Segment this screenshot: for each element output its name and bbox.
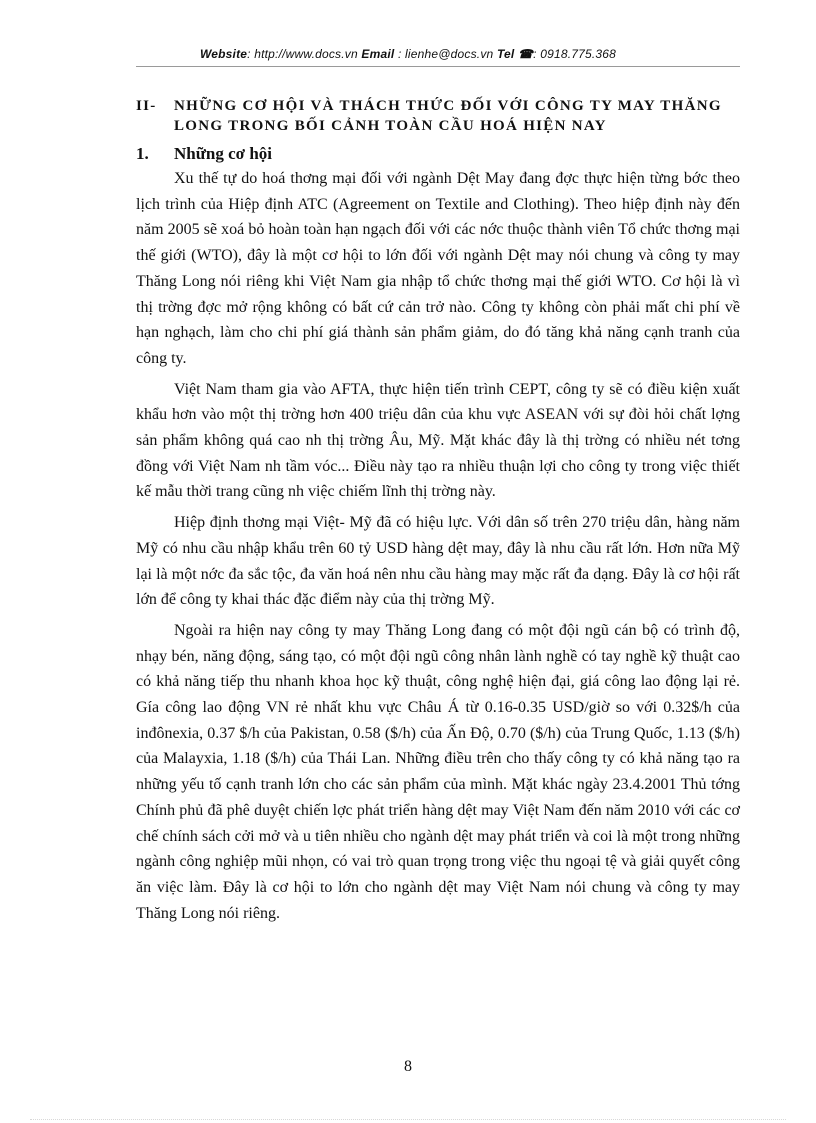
email-label: Email (361, 47, 395, 61)
section-title: NHỮNG CƠ HỘI VÀ THÁCH THỨC ĐỐI VỚI CÔNG TY MAY THĂNG LONG TRONG BỐI CẢNH TOÀN CẦU HOÁ HIỆN NAY (174, 98, 722, 134)
website-value: : http://www.docs.vn (247, 47, 358, 61)
paragraph: Việt Nam tham gia vào AFTA, thực hiện tiến trình CEPT, công ty sẽ có điều kiện xuất khẩu hơn vào một thị trờng hơn 400 triệu dân của khu vực ASEAN với sự đòi hỏi chất lợng sản phẩm không quá cao nh thị trờng Âu, Mỹ. Mặt khác đây là thị trờng có nhiều nét tơng đồng với Việt Nam nh tầm vóc... Điều này tạo ra nhiều thuận lợi cho công ty trong việc thiết kế mẫu thời trang cũng nh việc chiếm lĩnh thị trờng này. (136, 380, 740, 501)
email-value: : lienhe@docs.vn (397, 47, 494, 61)
header-divider (136, 66, 740, 67)
section-number: II- (136, 98, 157, 114)
page-number: 8 (404, 1058, 412, 1075)
tel-value: : 0918.775.368 (533, 47, 617, 61)
tel-label: Tel (496, 47, 515, 61)
document-body (136, 96, 740, 931)
paragraph: Ngoài ra hiện nay công ty may Thăng Long đang có một đội ngũ cán bộ có trình độ, nhạy bén, năng động, sáng tạo, có một đội ngũ công nhân lành nghề có tay nghề kỹ thuật cao có khả năng tiếp thu nhanh khoa học kỹ thuật, công nghệ hiện đại, giá công lao động lại rẻ. Gía công lao động VN rẻ nhất khu vực Châu Á từ 0.16-0.35 USD/giờ so với 0.32$/h của inđônexia, 0.37 $/h của Pakistan, 0.58 ($/h) của Ấn Độ, 0.70 ($/h) của Trung Quốc, 1.13 ($/h) của Malayxia, 1.18 ($/h) của Thái Lan. Những điều trên cho thấy công ty có khả năng tạo ra những yếu tố cạnh tranh lớn cho các sản phẩm của mình. Mặt khác ngày 23.4.2001 Thủ tớng Chính phủ đã phê duyệt chiến lợc phát triển hàng dệt may Việt Nam đến năm 2010 với các cơ chế chính sách cởi mở và u tiên nhiều cho ngành dệt may phát triển và coi là một trong những ngành công nghiệp mũi nhọn, có vai trò quan trọng trong việc thu ngoại tệ và giải quyết công ăn việc làm. Đây là cơ hội to lớn cho ngành dệt may Việt Nam nói chung và công ty may Thăng Long nói riêng. (136, 621, 740, 922)
subsection-heading (136, 142, 740, 166)
page-header (0, 47, 816, 61)
section-heading (136, 96, 740, 136)
footer-dotted-line (30, 1119, 786, 1120)
subsection-title: Những cơ hội (174, 144, 273, 163)
paragraph: Hiệp định thơng mại Việt- Mỹ đã có hiệu lực. Với dân số trên 270 triệu dân, hàng năm Mỹ có nhu cầu nhập khẩu trên 60 tỷ USD hàng dệt may, đây là nhu cầu rất lớn. Hơn nữa Mỹ lại là một nớc đa sắc tộc, đa văn hoá nên nhu cầu hàng may mặc rất đa dạng. Đây là cơ hội rất lớn để công ty khai thác đặc điểm này của thị trờng Mỹ. (136, 514, 740, 609)
website-label: Website (199, 47, 248, 61)
subsection-number: 1. (136, 144, 149, 163)
paragraph: Xu thế tự do hoá thơng mại đối với ngành Dệt May đang đợc thực hiện từng bớc theo lịch trình của Hiệp định ATC (Agreement on Textile and Clothing). Theo hiệp định này đến năm 2005 sẽ xoá bỏ hoàn toàn hạn ngạch đối với các nớc thuộc thành viên Tổ chức thơng mại thế giới (WTO), đây là một cơ hội to lớn đối với ngành Dệt may nói chung và công ty may Thăng Long nói riêng khi Việt Nam gia nhập tổ chức thơng mại thế giới WTO. Cơ hội là vì thị trờng đợc mở rộng không có bất cứ cản trở nào. Công ty không còn phải mất chi phí về hạn nghạch, làm cho chi phí giá thành sản phẩm giảm, do đó tăng khả năng cạnh tranh của công ty. (136, 170, 740, 367)
phone-icon: ☎ (518, 47, 534, 61)
